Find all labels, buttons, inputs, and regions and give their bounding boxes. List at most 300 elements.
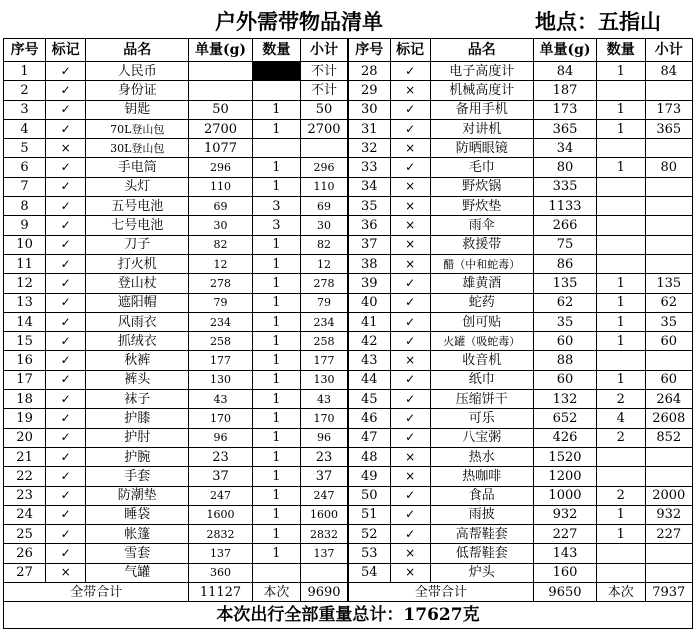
cell-qty: 1	[252, 467, 300, 486]
cell-unit-weight: 82	[189, 235, 252, 254]
cell-item-name: 收音机	[430, 351, 533, 370]
cell-item-name: 七号电池	[86, 216, 189, 235]
cell-item-name: 头灯	[86, 177, 189, 196]
cell-seq: 22	[4, 467, 46, 486]
table-row	[4, 409, 693, 428]
cell-qty	[252, 139, 300, 158]
cell-item-name: 低帮鞋套	[430, 544, 533, 563]
cell-unit-weight: 296	[189, 158, 252, 177]
cell-subtotal: 170	[301, 409, 348, 428]
table-row	[4, 158, 693, 177]
cell-mark: ✓	[46, 447, 86, 466]
cell-seq: 26	[4, 544, 46, 563]
cell-unit-weight: 1200	[533, 467, 596, 486]
cell-mark: ✓	[46, 119, 86, 138]
cell-unit-weight: 86	[533, 254, 596, 273]
cell-mark: ✓	[390, 293, 430, 312]
cell-seq: 28	[348, 62, 390, 81]
cell-subtotal: 79	[301, 293, 348, 312]
cell-mark: ×	[390, 81, 430, 100]
cell-subtotal: 135	[645, 274, 692, 293]
cell-mark: ✓	[46, 197, 86, 216]
cell-subtotal: 137	[301, 544, 348, 563]
cell-qty	[597, 254, 645, 273]
cell-qty: 1	[252, 332, 300, 351]
cell-subtotal	[645, 351, 692, 370]
cell-item-name: 打火机	[86, 254, 189, 273]
cell-qty: 1	[252, 409, 300, 428]
cell-qty: 1	[252, 544, 300, 563]
cell-item-name: 护腕	[86, 447, 189, 466]
cell-mark: ✓	[46, 274, 86, 293]
cell-qty: 3	[252, 197, 300, 216]
cell-item-name: 人民币	[86, 62, 189, 81]
cell-subtotal: 60	[645, 332, 692, 351]
cell-unit-weight: 1000	[533, 486, 596, 505]
cell-item-name: 纸巾	[430, 370, 533, 389]
cell-qty: 1	[252, 254, 300, 273]
cell-qty: 1	[252, 351, 300, 370]
cell-seq: 48	[348, 447, 390, 466]
cell-qty: 1	[252, 119, 300, 138]
cell-seq: 45	[348, 390, 390, 409]
cell-subtotal	[645, 254, 692, 273]
cell-subtotal: 不计	[301, 62, 348, 81]
cell-unit-weight: 247	[189, 486, 252, 505]
cell-item-name: 野炊锅	[430, 177, 533, 196]
table-row	[4, 447, 693, 466]
cell-qty: 1	[252, 312, 300, 331]
cell-subtotal: 296	[301, 158, 348, 177]
cell-mark: ✓	[390, 100, 430, 119]
cell-seq: 8	[4, 197, 46, 216]
cell-item-name: 雄黄酒	[430, 274, 533, 293]
cell-unit-weight: 75	[533, 235, 596, 254]
cell-unit-weight: 177	[189, 351, 252, 370]
header-col-qty-right: 数量	[597, 39, 645, 62]
cell-mark: ×	[390, 197, 430, 216]
cell-subtotal	[645, 544, 692, 563]
cell-item-name: 雪套	[86, 544, 189, 563]
cell-item-name: 压缩饼干	[430, 390, 533, 409]
cell-unit-weight: 1600	[189, 505, 252, 524]
cell-subtotal: 69	[301, 197, 348, 216]
cell-mark: ✓	[390, 370, 430, 389]
cell-qty: 2	[597, 428, 645, 447]
cell-subtotal: 30	[301, 216, 348, 235]
cell-seq: 54	[348, 563, 390, 582]
cell-item-name: 裤头	[86, 370, 189, 389]
cell-item-name: 雨伞	[430, 216, 533, 235]
cell-seq: 29	[348, 81, 390, 100]
cell-item-name: 热水	[430, 447, 533, 466]
cell-item-name: 救援带	[430, 235, 533, 254]
cell-item-name: 秋裤	[86, 351, 189, 370]
header-col-unit-weight-left: 单量(g)	[189, 39, 252, 62]
cell-item-name: 防晒眼镜	[430, 139, 533, 158]
cell-item-name: 手套	[86, 467, 189, 486]
cell-mark: ✓	[46, 390, 86, 409]
cell-seq: 11	[4, 254, 46, 273]
cell-qty	[597, 544, 645, 563]
cell-unit-weight: 84	[533, 62, 596, 81]
cell-mark: ✓	[46, 235, 86, 254]
header-col-name-right: 品名	[430, 39, 533, 62]
cell-mark: ✓	[46, 81, 86, 100]
cell-seq: 47	[348, 428, 390, 447]
table-row	[4, 274, 693, 293]
table-row	[4, 370, 693, 389]
cell-mark: ×	[390, 351, 430, 370]
cell-item-name: 醋（中和蛇毒）	[430, 254, 533, 273]
cell-qty	[597, 235, 645, 254]
cell-qty: 1	[252, 486, 300, 505]
cell-qty: 1	[597, 370, 645, 389]
cell-qty: 1	[252, 370, 300, 389]
cell-seq: 6	[4, 158, 46, 177]
cell-subtotal: 12	[301, 254, 348, 273]
cell-subtotal	[645, 197, 692, 216]
cell-item-name: 风雨衣	[86, 312, 189, 331]
cell-mark: ✓	[46, 100, 86, 119]
cell-unit-weight	[189, 62, 252, 81]
cell-seq: 43	[348, 351, 390, 370]
cell-qty	[597, 216, 645, 235]
cell-mark: ✓	[46, 505, 86, 524]
right-this-label: 本次	[597, 583, 645, 602]
cell-item-name: 帐篷	[86, 525, 189, 544]
cell-mark: ✓	[46, 332, 86, 351]
cell-seq: 35	[348, 197, 390, 216]
table-row	[4, 563, 693, 582]
table-row	[4, 62, 693, 81]
cell-mark: ✓	[390, 505, 430, 524]
table-row	[4, 312, 693, 331]
cell-subtotal: 62	[645, 293, 692, 312]
cell-qty: 1	[597, 505, 645, 524]
page-header	[0, 0, 696, 38]
cell-seq: 44	[348, 370, 390, 389]
cell-subtotal	[645, 447, 692, 466]
cell-mark: ✓	[390, 486, 430, 505]
cell-qty: 1	[252, 447, 300, 466]
cell-item-name: 钥匙	[86, 100, 189, 119]
cell-subtotal: 258	[301, 332, 348, 351]
cell-subtotal: 43	[301, 390, 348, 409]
cell-qty: 1	[597, 62, 645, 81]
totals-row	[4, 583, 693, 602]
cell-seq: 16	[4, 351, 46, 370]
cell-unit-weight: 360	[189, 563, 252, 582]
cell-subtotal	[645, 81, 692, 100]
cell-unit-weight: 69	[189, 197, 252, 216]
cell-unit-weight: 278	[189, 274, 252, 293]
cell-qty	[597, 447, 645, 466]
cell-mark: ✓	[390, 390, 430, 409]
cell-item-name: 抓绒衣	[86, 332, 189, 351]
cell-seq: 41	[348, 312, 390, 331]
cell-unit-weight: 79	[189, 293, 252, 312]
cell-subtotal: 35	[645, 312, 692, 331]
table-row	[4, 177, 693, 196]
left-total-label: 全带合计	[4, 583, 189, 602]
right-total-this: 7937	[645, 583, 692, 602]
header-col-mark-left: 标记	[46, 39, 86, 62]
cell-mark: ×	[390, 544, 430, 563]
cell-seq: 21	[4, 447, 46, 466]
header-col-subtotal-right: 小计	[645, 39, 692, 62]
cell-qty: 1	[252, 235, 300, 254]
cell-subtotal: 234	[301, 312, 348, 331]
cell-item-name: 蛇药	[430, 293, 533, 312]
cell-seq: 5	[4, 139, 46, 158]
cell-qty: 1	[252, 525, 300, 544]
table-row	[4, 332, 693, 351]
table-row	[4, 428, 693, 447]
cell-item-name: 睡袋	[86, 505, 189, 524]
cell-mark: ✓	[390, 312, 430, 331]
cell-item-name: 食品	[430, 486, 533, 505]
cell-seq: 19	[4, 409, 46, 428]
cell-qty: 3	[252, 216, 300, 235]
cell-subtotal: 110	[301, 177, 348, 196]
cell-unit-weight: 1077	[189, 139, 252, 158]
table-row	[4, 293, 693, 312]
cell-item-name: 登山杖	[86, 274, 189, 293]
cell-qty: 4	[597, 409, 645, 428]
cell-seq: 42	[348, 332, 390, 351]
cell-qty: 1	[597, 274, 645, 293]
cell-seq: 2	[4, 81, 46, 100]
cell-seq: 7	[4, 177, 46, 196]
cell-seq: 32	[348, 139, 390, 158]
cell-seq: 4	[4, 119, 46, 138]
cell-item-name: 身份证	[86, 81, 189, 100]
cell-item-name: 遮阳帽	[86, 293, 189, 312]
cell-item-name: 五号电池	[86, 197, 189, 216]
cell-unit-weight: 258	[189, 332, 252, 351]
cell-item-name: 防潮垫	[86, 486, 189, 505]
cell-item-name: 毛巾	[430, 158, 533, 177]
table-row	[4, 467, 693, 486]
cell-item-name: 雨披	[430, 505, 533, 524]
cell-mark: ×	[46, 563, 86, 582]
cell-unit-weight: 187	[533, 81, 596, 100]
cell-seq: 18	[4, 390, 46, 409]
cell-seq: 46	[348, 409, 390, 428]
cell-unit-weight: 88	[533, 351, 596, 370]
table-row	[4, 390, 693, 409]
cell-mark: ✓	[390, 332, 430, 351]
cell-unit-weight: 130	[189, 370, 252, 389]
cell-unit-weight: 50	[189, 100, 252, 119]
cell-unit-weight: 426	[533, 428, 596, 447]
cell-item-name: 护膝	[86, 409, 189, 428]
cell-qty: 1	[597, 293, 645, 312]
cell-item-name: 备用手机	[430, 100, 533, 119]
cell-seq: 25	[4, 525, 46, 544]
cell-mark: ✓	[46, 351, 86, 370]
cell-qty: 1	[252, 505, 300, 524]
cell-qty	[252, 62, 300, 81]
cell-unit-weight: 173	[533, 100, 596, 119]
table-row	[4, 216, 693, 235]
table-row	[4, 119, 693, 138]
cell-mark: ✓	[46, 544, 86, 563]
table-row	[4, 100, 693, 119]
cell-item-name: 手电筒	[86, 158, 189, 177]
header-col-unit-weight-right: 单量(g)	[533, 39, 596, 62]
cell-subtotal: 84	[645, 62, 692, 81]
cell-subtotal: 227	[645, 525, 692, 544]
cell-qty: 1	[597, 525, 645, 544]
cell-item-name: 炉头	[430, 563, 533, 582]
cell-unit-weight: 1520	[533, 447, 596, 466]
cell-subtotal: 2700	[301, 119, 348, 138]
cell-unit-weight: 30	[189, 216, 252, 235]
cell-mark: ×	[390, 177, 430, 196]
cell-unit-weight: 35	[533, 312, 596, 331]
table-row	[4, 81, 693, 100]
cell-qty: 1	[252, 100, 300, 119]
table-row	[4, 525, 693, 544]
cell-unit-weight: 2700	[189, 119, 252, 138]
cell-subtotal: 23	[301, 447, 348, 466]
cell-subtotal	[301, 563, 348, 582]
cell-subtotal: 50	[301, 100, 348, 119]
cell-unit-weight: 2832	[189, 525, 252, 544]
cell-mark: ✓	[46, 467, 86, 486]
right-total-all: 9650	[533, 583, 596, 602]
right-total-label: 全带合计	[348, 583, 533, 602]
cell-seq: 15	[4, 332, 46, 351]
cell-seq: 37	[348, 235, 390, 254]
cell-unit-weight: 80	[533, 158, 596, 177]
cell-seq: 52	[348, 525, 390, 544]
cell-item-name: 对讲机	[430, 119, 533, 138]
cell-unit-weight: 266	[533, 216, 596, 235]
cell-mark: ×	[390, 563, 430, 582]
left-this-label: 本次	[252, 583, 300, 602]
cell-subtotal: 247	[301, 486, 348, 505]
cell-seq: 10	[4, 235, 46, 254]
cell-item-name: 30L登山包	[86, 139, 189, 158]
cell-qty	[597, 139, 645, 158]
cell-qty: 2	[597, 390, 645, 409]
cell-qty	[597, 81, 645, 100]
cell-unit-weight: 43	[189, 390, 252, 409]
cell-qty	[252, 563, 300, 582]
cell-subtotal: 932	[645, 505, 692, 524]
cell-subtotal: 1600	[301, 505, 348, 524]
cell-subtotal: 130	[301, 370, 348, 389]
cell-item-name: 机械高度计	[430, 81, 533, 100]
cell-subtotal: 2000	[645, 486, 692, 505]
table-row	[4, 505, 693, 524]
cell-subtotal	[645, 216, 692, 235]
page-title: 户外需带物品清单	[215, 9, 383, 34]
cell-qty	[597, 197, 645, 216]
cell-mark: ✓	[390, 158, 430, 177]
header-col-qty-left: 数量	[252, 39, 300, 62]
cell-qty	[597, 177, 645, 196]
cell-seq: 49	[348, 467, 390, 486]
table-row	[4, 235, 693, 254]
cell-qty	[597, 467, 645, 486]
cell-qty	[597, 351, 645, 370]
table-row	[4, 254, 693, 273]
cell-unit-weight: 96	[189, 428, 252, 447]
header-col-mark-right: 标记	[390, 39, 430, 62]
cell-subtotal: 96	[301, 428, 348, 447]
cell-unit-weight	[189, 81, 252, 100]
cell-item-name: 刀子	[86, 235, 189, 254]
cell-mark: ✓	[390, 62, 430, 81]
cell-subtotal: 2832	[301, 525, 348, 544]
cell-subtotal	[645, 235, 692, 254]
cell-subtotal: 173	[645, 100, 692, 119]
table-row	[4, 486, 693, 505]
header-col-name-left: 品名	[86, 39, 189, 62]
cell-qty: 1	[597, 158, 645, 177]
cell-mark: ✓	[390, 409, 430, 428]
cell-mark: ✓	[390, 525, 430, 544]
cell-seq: 33	[348, 158, 390, 177]
cell-seq: 23	[4, 486, 46, 505]
cell-item-name: 火罐（吸蛇毒）	[430, 332, 533, 351]
cell-mark: ✓	[46, 370, 86, 389]
cell-subtotal: 278	[301, 274, 348, 293]
cell-seq: 30	[348, 100, 390, 119]
cell-qty: 1	[252, 274, 300, 293]
cell-unit-weight: 143	[533, 544, 596, 563]
cell-mark: ×	[390, 254, 430, 273]
location-label: 地点：五指山	[535, 9, 661, 34]
left-total-all: 11127	[189, 583, 252, 602]
header-col-subtotal-left: 小计	[301, 39, 348, 62]
cell-seq: 34	[348, 177, 390, 196]
cell-item-name: 护肘	[86, 428, 189, 447]
cell-item-name: 创可贴	[430, 312, 533, 331]
cell-item-name: 八宝粥	[430, 428, 533, 447]
cell-mark: ×	[390, 139, 430, 158]
cell-unit-weight: 335	[533, 177, 596, 196]
cell-mark: ✓	[46, 428, 86, 447]
cell-mark: ✓	[46, 293, 86, 312]
cell-item-name: 70L登山包	[86, 119, 189, 138]
cell-seq: 17	[4, 370, 46, 389]
cell-unit-weight: 365	[533, 119, 596, 138]
cell-mark: ✓	[46, 254, 86, 273]
cell-unit-weight: 652	[533, 409, 596, 428]
table-row	[4, 544, 693, 563]
cell-item-name: 野炊垫	[430, 197, 533, 216]
cell-qty	[252, 81, 300, 100]
cell-seq: 27	[4, 563, 46, 582]
cell-subtotal: 2608	[645, 409, 692, 428]
cell-mark: ×	[390, 216, 430, 235]
cell-unit-weight: 132	[533, 390, 596, 409]
cell-qty: 1	[597, 332, 645, 351]
cell-unit-weight: 60	[533, 332, 596, 351]
cell-unit-weight: 135	[533, 274, 596, 293]
cell-subtotal: 82	[301, 235, 348, 254]
cell-qty	[597, 563, 645, 582]
cell-subtotal	[645, 139, 692, 158]
cell-seq: 38	[348, 254, 390, 273]
cell-mark: ✓	[46, 177, 86, 196]
cell-seq: 36	[348, 216, 390, 235]
